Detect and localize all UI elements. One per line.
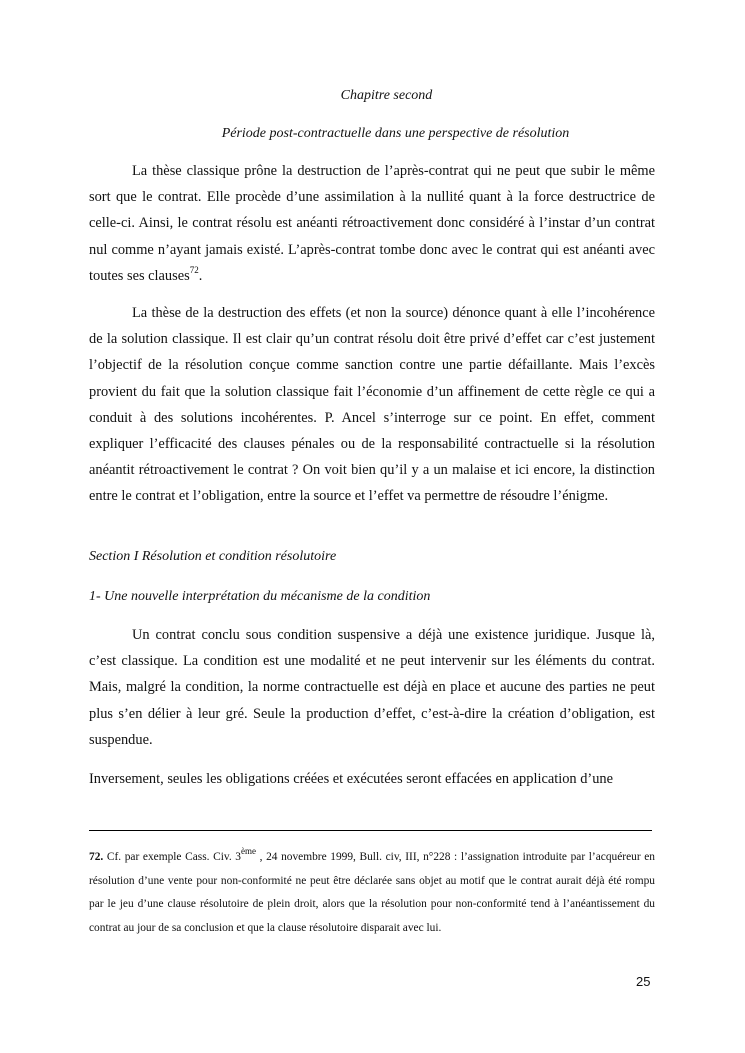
section-heading: Section I Résolution et condition résolutoire xyxy=(89,549,337,564)
footnote-separator xyxy=(89,830,652,831)
chapter-title: Chapitre second xyxy=(340,88,433,103)
footnote-superscript: ème xyxy=(240,846,256,857)
footnote-text-start: Cf. par exemple Cass. Civ. 3 xyxy=(106,851,241,863)
paragraph-4: Inversement, seules les obligations créées et exécutées seront effacées en application d’une xyxy=(89,771,613,787)
subsection-heading: 1- Une nouvelle interprétation du mécanisme de la condition xyxy=(89,589,431,604)
paragraph-2: La thèse de la destruction des effets (et non la source) dénonce quant à elle l’incohérence de la solution classique. Il est clair qu’un contrat résolu doit être privé d’effet car c’est justement l’objectif de la résolution conçue comme sanction contre une partie défaillante. Mais l’excès provient du fait que la solution classique fait l’économie d’un affinement de cette règle ce qui a conduit à des solutions incohérentes. P. Ancel s’interroge sur ce point. En effet, comment expliquer l’efficacité des clauses pénales ou de la responsabilité contractuelle si la résolution anéantit rétroactivement le contrat ? On voit bien qu’il y a un malaise et ici encore, la distinction entre le contrat et l’obligation, entre la source et l’effet va permettre de résoudre l’énigme. xyxy=(89,305,655,505)
paragraph-1-text: La thèse classique prône la destruction de l’après-contrat qui ne peut que subir le même sort que le contrat. Elle procède d’une assimilation à la nullité quant à la force destructrice de celle-ci. Ainsi, le contrat résolu est anéanti rétroactivement donc considéré à l’instar d’un contrat nul comme n’ayant jamais existé. L’après-contrat tombe donc avec le contrat qui est anéanti avec toutes ses clauses xyxy=(89,163,655,284)
paragraph-1-end: . xyxy=(198,267,203,284)
page-number: 25 xyxy=(636,974,651,989)
chapter-subtitle: Période post-contractuelle dans une perspective de résolution xyxy=(221,126,570,141)
paragraph-1 xyxy=(89,158,655,289)
footnote xyxy=(89,846,655,940)
footnote-number: 72. xyxy=(89,851,104,863)
paragraph-3: Un contrat conclu sous condition suspensive a déjà une existence juridique. Jusque là, c’est classique. La condition est une modalité et ne peut intervenir sur les éléments du contrat. Mais, malgré la condition, la norme contractuelle est déjà en place et aucune des parties ne peut plus s’en délier à leur gré. Seule la production d’effet, c’est-à-dire la création d’obligation, est suspendue. xyxy=(89,627,655,748)
footnote-text-rest: , 24 novembre 1999, Bull. civ, III, n°228 : l’assignation introduite par l’acquéreur en résolution d’une vente pour non-conformité ne peut être déclarée sans objet au motif que le contrat aurait déjà été rompu par le jeu d’une clause résolutoire de plein droit, alors que la résolution pour non-conformité tend à l’anéantissement du contrat au jour de sa conclusion et que la clause résolutoire disparait avec lui. xyxy=(89,851,655,934)
footnote-reference[interactable]: 72 xyxy=(189,265,199,276)
